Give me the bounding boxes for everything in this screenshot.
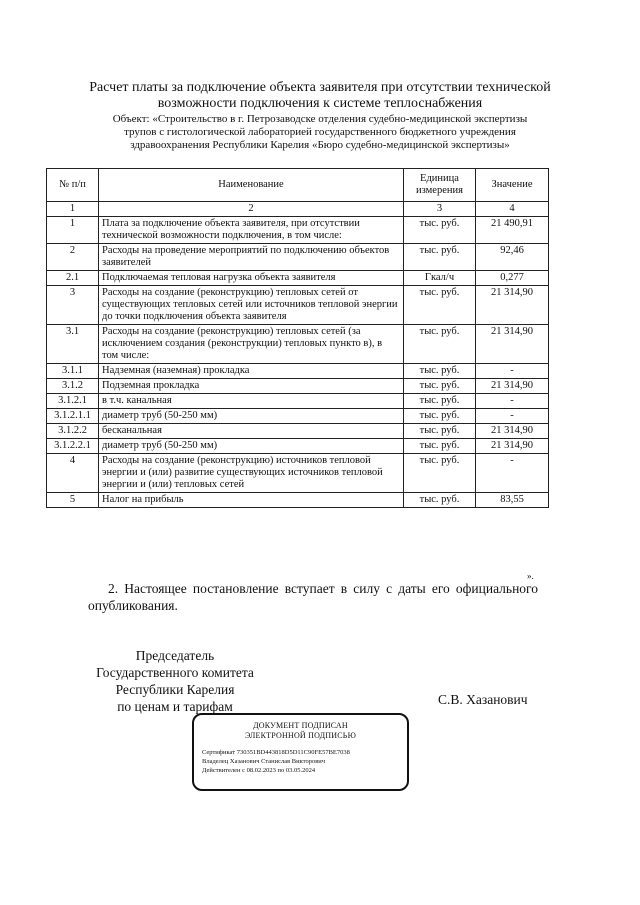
header-num: № п/п — [47, 169, 99, 202]
row-num: 3.1.2.2.1 — [47, 439, 99, 454]
row-unit: тыс. руб. — [404, 217, 476, 244]
object-description — [70, 113, 570, 152]
table-row — [47, 379, 549, 394]
row-num: 3.1.2.2 — [47, 424, 99, 439]
row-unit: тыс. руб. — [404, 364, 476, 379]
table-row — [47, 286, 549, 325]
row-num: 3.1.2 — [47, 379, 99, 394]
row-name: Расходы на создание (реконструкцию) источников тепловой энергии и (или) развитие существующих источников тепловой энергии и (или) тепловых сетей — [99, 454, 404, 493]
table-row — [47, 244, 549, 271]
row-unit: тыс. руб. — [404, 454, 476, 493]
row-num: 2.1 — [47, 271, 99, 286]
table-body — [47, 217, 549, 508]
header-name: Наименование — [99, 169, 404, 202]
row-unit: тыс. руб. — [404, 244, 476, 271]
row-name: Надземная (наземная) прокладка — [99, 364, 404, 379]
row-name: Расходы на проведение мероприятий по подключению объектов заявителей — [99, 244, 404, 271]
title-line-1: Расчет платы за подключение объекта заявителя при отсутствии технической — [89, 80, 551, 95]
index-cell: 3 — [404, 202, 476, 217]
row-name: Плата за подключение объекта заявителя, при отсутствии технической возможности подключения, в том числе: — [99, 217, 404, 244]
stamp-details — [194, 748, 407, 775]
row-value: 92,46 — [476, 244, 549, 271]
index-cell: 4 — [476, 202, 549, 217]
stamp-heading-1: ДОКУМЕНТ ПОДПИСАН — [253, 721, 348, 730]
table-row — [47, 394, 549, 409]
row-unit: тыс. руб. — [404, 394, 476, 409]
row-name: Подключаемая тепловая нагрузка объекта заявителя — [99, 271, 404, 286]
row-num: 3.1 — [47, 325, 99, 364]
row-unit: Гкал/ч — [404, 271, 476, 286]
table-header-row — [47, 169, 549, 202]
row-num: 2 — [47, 244, 99, 271]
row-unit: тыс. руб. — [404, 439, 476, 454]
table-row — [47, 424, 549, 439]
signer-line-1: Председатель — [135, 648, 215, 663]
row-value: - — [476, 394, 549, 409]
row-name: бесканальная — [99, 424, 404, 439]
stamp-heading — [194, 721, 407, 741]
header-unit: Единица измерения — [404, 169, 476, 202]
table-row — [47, 493, 549, 508]
row-num: 3.1.2.1.1 — [47, 409, 99, 424]
row-unit: тыс. руб. — [404, 424, 476, 439]
stamp-owner: Владелец Хазанович Станислав Викторович — [202, 758, 326, 765]
header-value: Значение — [476, 169, 549, 202]
stamp-heading-2: ЭЛЕКТРОННОЙ ПОДПИСЬЮ — [244, 731, 357, 740]
row-value: - — [476, 364, 549, 379]
row-num: 5 — [47, 493, 99, 508]
electronic-signature-stamp — [192, 713, 409, 791]
table-row — [47, 271, 549, 286]
table-row — [47, 409, 549, 424]
row-value: 21 314,90 — [476, 379, 549, 394]
signer-line-4: по ценам и тарифам — [117, 699, 233, 714]
table-row — [47, 364, 549, 379]
index-cell: 2 — [99, 202, 404, 217]
signer-line-3: Республики Карелия — [115, 682, 235, 697]
row-value: 21 314,90 — [476, 424, 549, 439]
table-row — [47, 439, 549, 454]
row-value: 21 314,90 — [476, 325, 549, 364]
row-unit: тыс. руб. — [404, 493, 476, 508]
stamp-validity: Действителен с 08.02.2023 по 03.05.2024 — [202, 767, 316, 774]
row-num: 3.1.2.1 — [47, 394, 99, 409]
row-unit: тыс. руб. — [404, 286, 476, 325]
index-cell: 1 — [47, 202, 99, 217]
subtitle-line-3: здравоохранения Республики Карелия «Бюро судебно-медицинской экспертизы» — [130, 139, 510, 151]
signer-title — [80, 647, 270, 715]
subtitle-line-1: Объект: «Строительство в г. Петрозаводске отделения судебно-медицинской экспертизы — [112, 113, 528, 125]
row-unit: тыс. руб. — [404, 325, 476, 364]
stamp-certificate: Сертификат 730351BD443818D5D11C90FE57BE7038 — [202, 749, 350, 756]
effective-date-paragraph: 2. Настоящее постановление вступает в силу с даты его официального опубликования. — [88, 581, 538, 613]
signer-line-2: Государственного комитета — [96, 665, 254, 680]
row-name: диаметр труб (50-250 мм) — [99, 439, 404, 454]
row-value: 21 490,91 — [476, 217, 549, 244]
calculation-table — [46, 168, 549, 508]
row-unit: тыс. руб. — [404, 379, 476, 394]
row-name: Налог на прибыль — [99, 493, 404, 508]
table-row — [47, 217, 549, 244]
signer-name: С.В. Хазанович — [438, 692, 528, 707]
row-value: 21 314,90 — [476, 439, 549, 454]
row-num: 3.1.1 — [47, 364, 99, 379]
subtitle-line-2: трупов с гистологической лабораторией государственного бюджетного учреждения — [124, 126, 516, 138]
table-row — [47, 325, 549, 364]
row-value: - — [476, 409, 549, 424]
row-num: 3 — [47, 286, 99, 325]
row-num: 1 — [47, 217, 99, 244]
row-value: 83,55 — [476, 493, 549, 508]
row-name: диаметр труб (50-250 мм) — [99, 409, 404, 424]
title-line-2: возможности подключения к системе теплоснабжения — [157, 96, 483, 111]
closing-quote-mark: ». — [527, 571, 534, 581]
row-value: 21 314,90 — [476, 286, 549, 325]
row-value: - — [476, 454, 549, 493]
row-name: Подземная прокладка — [99, 379, 404, 394]
row-name: в т.ч. канальная — [99, 394, 404, 409]
row-value: 0,277 — [476, 271, 549, 286]
table-index-row — [47, 202, 549, 217]
document-title — [70, 80, 570, 112]
row-unit: тыс. руб. — [404, 409, 476, 424]
row-num: 4 — [47, 454, 99, 493]
row-name: Расходы на создание (реконструкцию) тепловых сетей от существующих тепловых сетей или источников тепловой энергии до точки подключения объекта заявителя — [99, 286, 404, 325]
table-row — [47, 454, 549, 493]
row-name: Расходы на создание (реконструкцию) тепловых сетей (за исключением создания (реконструкции) тепловых пункто в), в том числе: — [99, 325, 404, 364]
